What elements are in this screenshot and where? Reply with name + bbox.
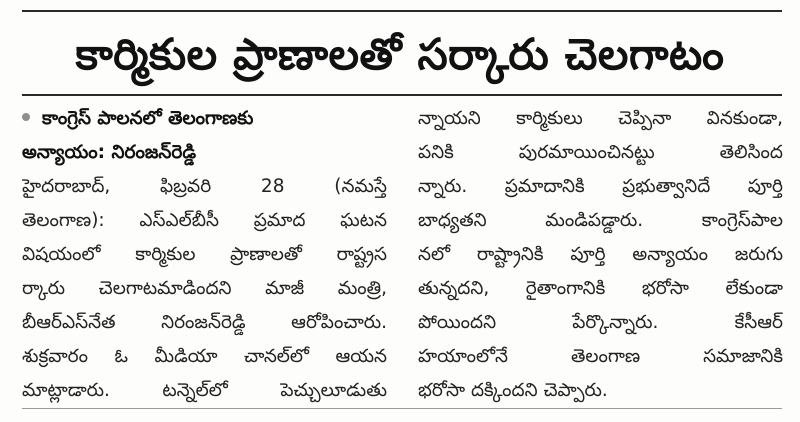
body-line: భరోసా దక్కిందని చెప్పారు. <box>418 380 608 401</box>
body-line: విషయంలో కార్మికుల ప్రాణాలతో రాష్ట్రస <box>22 244 387 265</box>
headline-divider <box>22 94 782 96</box>
body-line: పోయిందని పేర్కొన్నారు. కేసీఆర్ <box>418 312 783 333</box>
body-line: తెలంగాణ): ఎస్ఎల్‌బీసీ ప్రమాద ఘటన <box>22 210 387 231</box>
subheadline-line-1 <box>22 102 387 136</box>
body-line: శుక్రవారం ఓ మీడియా చానల్‌లో ఆయన <box>22 346 387 367</box>
body-line: న్నాయని కార్మికులు చెప్పినా వినకుండా, <box>418 108 783 129</box>
top-divider <box>22 10 782 12</box>
article-column-right <box>418 102 783 408</box>
subheadline-text-1: కాంగ్రెస్ పాలనలో తెలంగాణకు <box>42 108 254 129</box>
body-line: మాట్లాడారు. టన్నెల్‌లో పెచ్చులూడుతు <box>22 380 387 401</box>
bottom-divider <box>22 408 782 409</box>
body-line: పనికి పురమాయించినట్టు తెలిసింద <box>418 142 783 163</box>
top-cropped-strip <box>0 0 800 12</box>
subheadline-line-2: అన్యాయం: నిరంజన్‌రెడ్డి <box>22 142 197 163</box>
article-headline: కార్మికుల ప్రాణాలతో సర్కారు చెలగాటం <box>75 30 725 80</box>
body-line: నలో రాష్ట్రానికి పూర్తి అన్యాయం జరుగు <box>418 244 783 265</box>
article-column-left <box>22 102 387 408</box>
bullet-icon <box>22 113 30 121</box>
body-line: ర్కారు చెలగాటమాడిందని మాజీ మంత్రి, <box>22 278 387 299</box>
body-line: న్నారు. ప్రమాదానికి ప్రభుత్వానిదే పూర్తి <box>418 176 783 197</box>
body-line: తున్నదని, రైతాంగానికి భరోసా లేకుండా <box>418 278 783 299</box>
body-line: బాధ్యతని మండిపడ్డారు. కాంగ్రెస్‌పాల <box>418 210 783 231</box>
body-line: హయాంలోనే తెలంగాణ సమాజానికి <box>418 346 783 367</box>
body-line: బీఆర్ఎస్‌నేత నిరంజన్‌రెడ్డి ఆరోపించారు. <box>22 312 387 333</box>
body-line: హైదరాబాద్, ఫిబ్రవరి 28 (నమస్తే <box>22 176 387 197</box>
